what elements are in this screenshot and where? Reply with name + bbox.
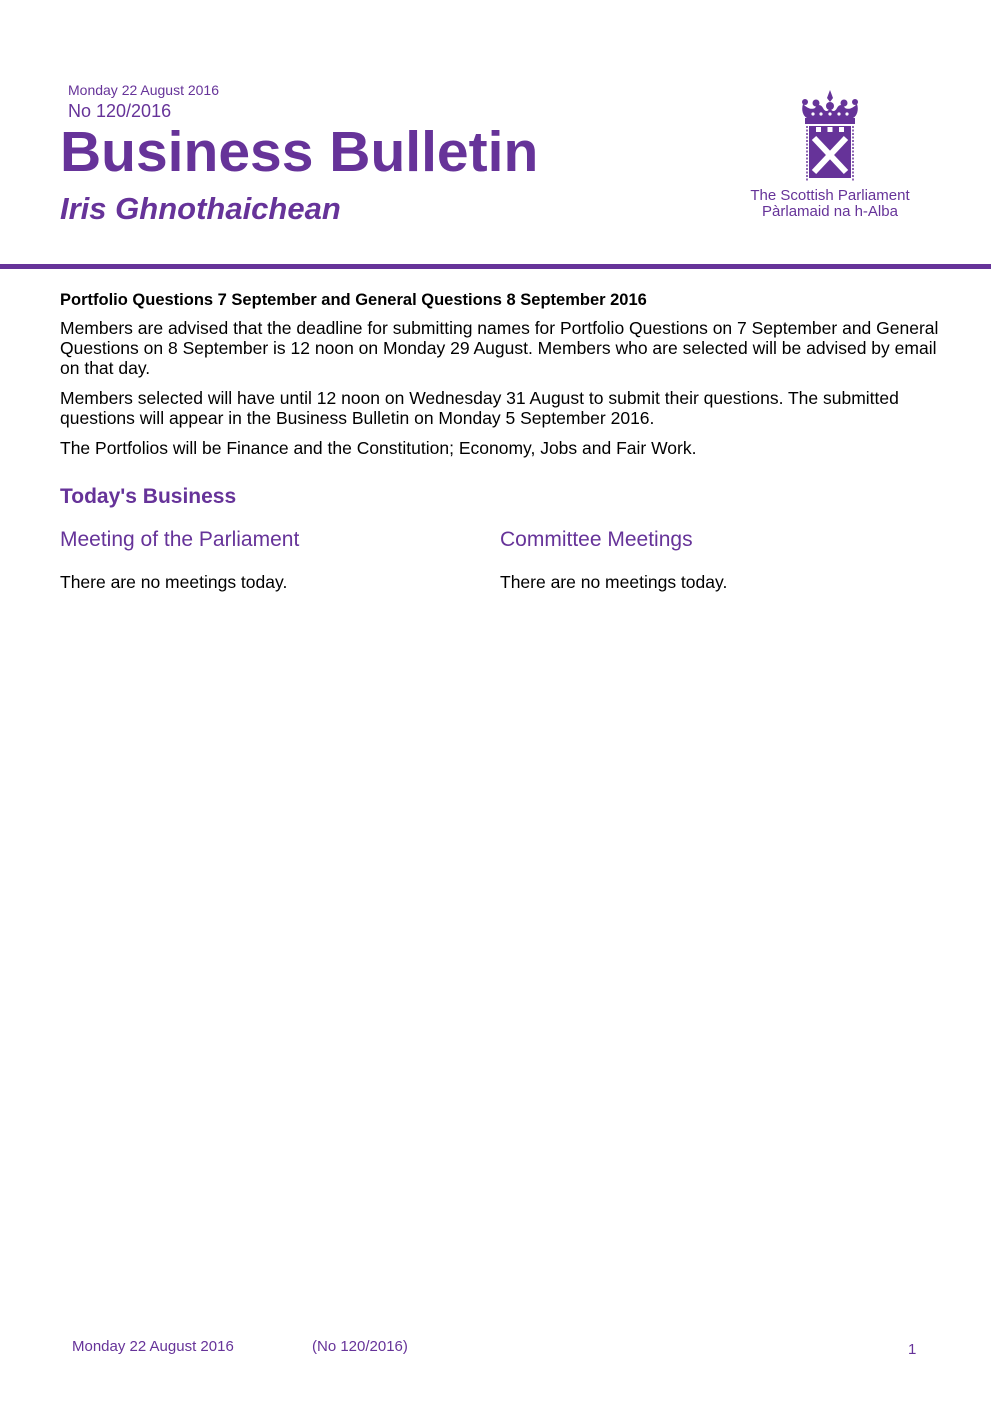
committee-meetings-column xyxy=(500,528,940,592)
logo-text-gaelic: Pàrlamaid na h-Alba xyxy=(762,203,898,220)
notice-paragraph: Members selected will have until 12 noon on Wednesday 31 August to submit their questions. The submitted questions will appear in the Business Bulletin on Monday 5 September 2016. xyxy=(60,388,899,428)
todays-business-heading: Today's Business xyxy=(60,485,237,508)
page-subtitle: Iris Ghnothaichean xyxy=(60,191,341,226)
page-title: Business Bulletin xyxy=(60,120,539,184)
logo-text-english: The Scottish Parliament xyxy=(750,187,910,204)
scottish-parliament-crown-logo-icon xyxy=(799,88,861,184)
notice-paragraph: Members are advised that the deadline for submitting names for Portfolio Questions on 7 September and General Questions on 8 September is 12 noon on Monday 29 August. Members who are selected will be advised by email on that day. xyxy=(60,318,939,378)
column-text: There are no meetings today. xyxy=(500,572,728,592)
issue-number: No 120/2016 xyxy=(68,101,172,121)
bulletin-body xyxy=(60,290,940,592)
notice-paragraph: The Portfolios will be Finance and the Constitution; Economy, Jobs and Fair Work. xyxy=(60,438,697,458)
parliament-logo xyxy=(740,88,920,220)
meeting-of-parliament-column xyxy=(60,528,500,592)
footer-issue-number: (No 120/2016) xyxy=(312,1338,408,1355)
notice-heading: Portfolio Questions 7 September and General Questions 8 September 2016 xyxy=(60,291,647,309)
column-heading: Meeting of the Parliament xyxy=(60,528,300,551)
todays-business-columns xyxy=(60,528,940,592)
header-divider xyxy=(0,264,991,269)
column-text: There are no meetings today. xyxy=(60,572,288,592)
issue-date: Monday 22 August 2016 xyxy=(68,82,220,98)
footer-date: Monday 22 August 2016 xyxy=(72,1338,234,1355)
column-heading: Committee Meetings xyxy=(500,528,693,551)
page-number: 1 xyxy=(908,1341,917,1358)
notice-section xyxy=(60,290,940,458)
